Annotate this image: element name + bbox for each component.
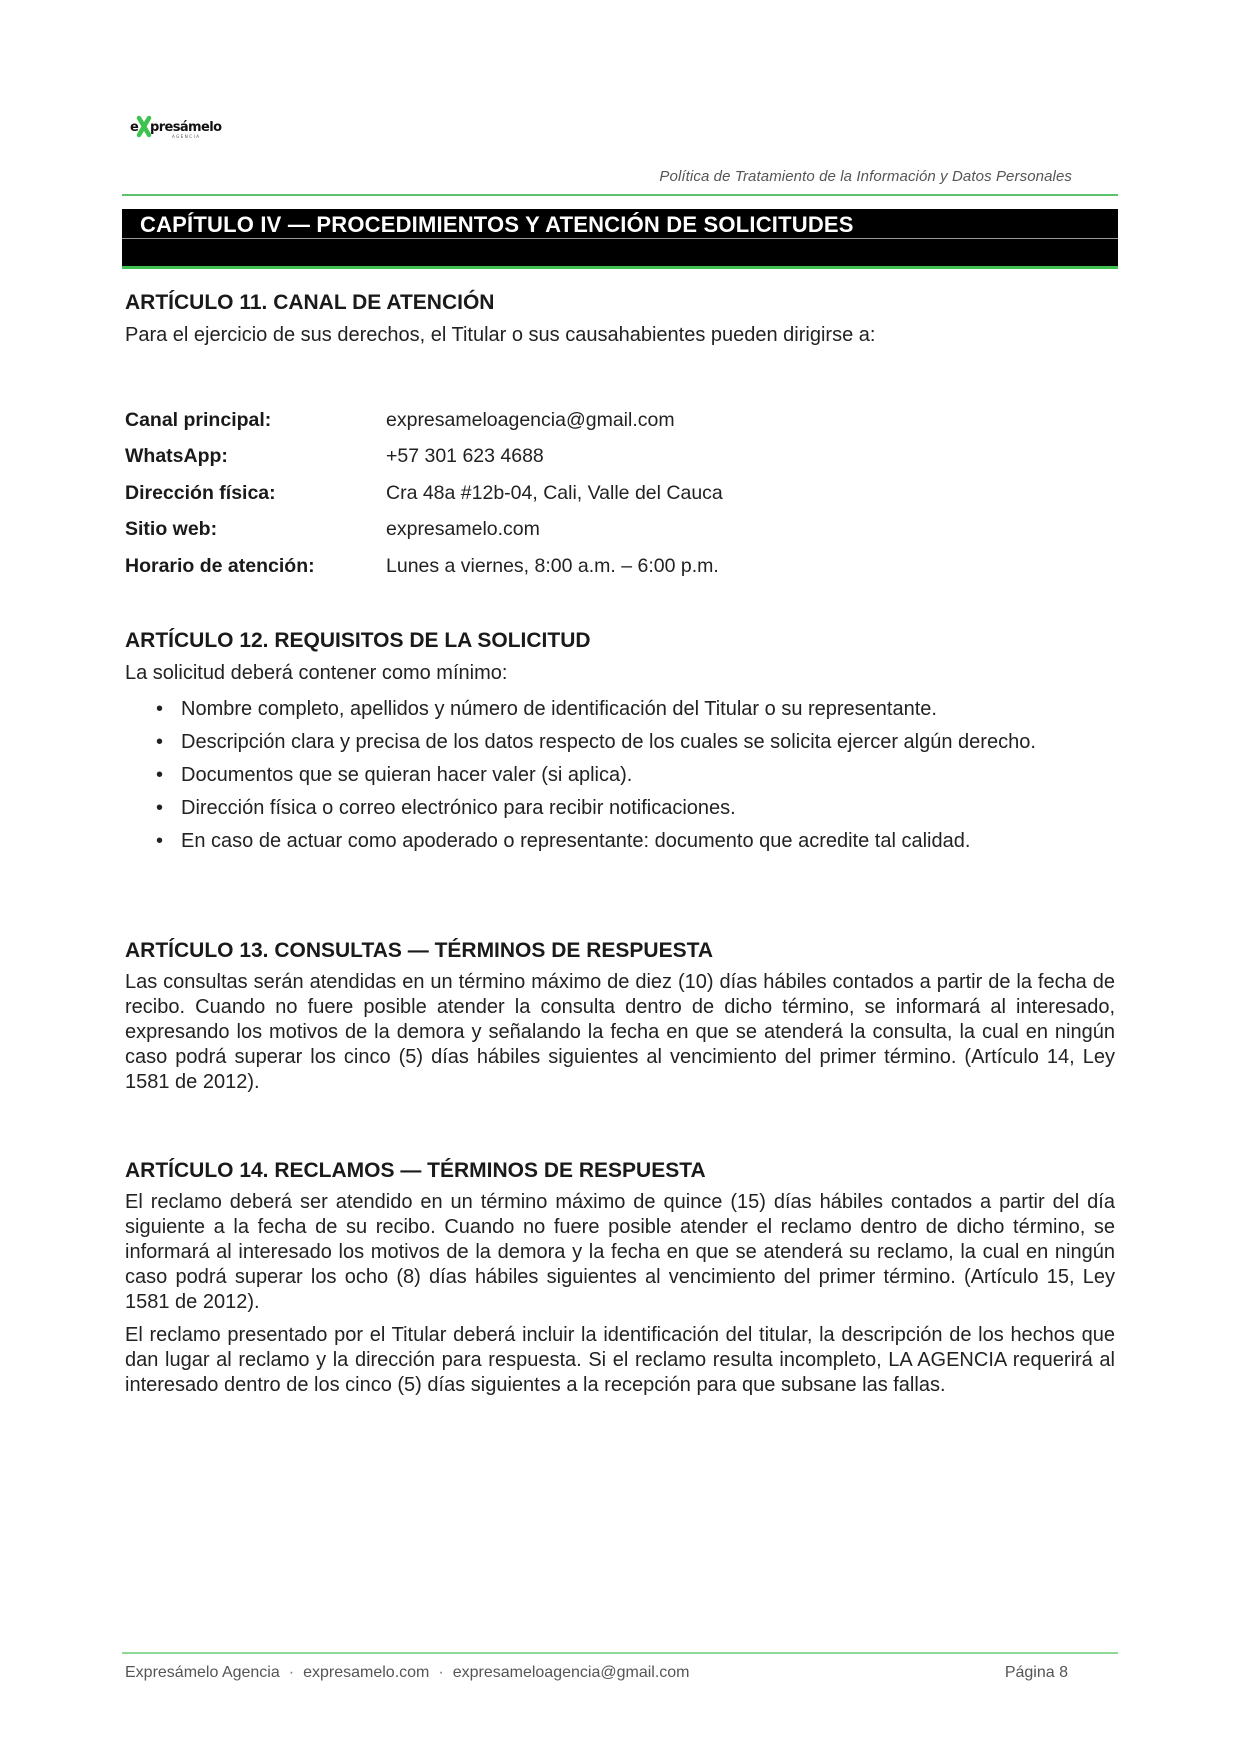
contact-label: Horario de atención: [125,554,315,577]
article-11-heading: ARTÍCULO 11. CANAL DE ATENCIÓN [125,291,495,314]
contact-label: Sitio web: [125,518,218,541]
contact-row [125,402,1025,439]
list-item: • Descripción clara y precisa de los datos respecto de los cuales se solicita ejercer algún derecho. [156,731,1036,753]
bullet-icon: • [156,830,164,852]
header-divider [122,194,1118,196]
chapter-banner [122,209,1118,269]
footer-separator: · [288,1664,295,1681]
contact-row [125,439,1025,476]
article-13-heading: ARTÍCULO 13. CONSULTAS — TÉRMINOS DE RESPUESTA [125,939,714,962]
contact-hours: Lunes a viernes, 8:00 a.m. – 6:00 p.m. [386,554,719,577]
footer-company: Expresámelo Agencia [125,1664,280,1681]
footer-email[interactable]: expresameloagencia@gmail.com [452,1664,690,1681]
contact-email[interactable]: expresameloagencia@gmail.com [386,408,675,431]
contact-label: WhatsApp: [125,445,228,468]
contact-label: Dirección física: [125,481,276,504]
svg-text:presámelo: presámelo [150,120,222,135]
banner-divider [122,238,1118,239]
footer-separator: · [438,1664,444,1681]
list-item: • En caso de actuar como apoderado o representante: documento que acredite tal calidad. [156,830,971,852]
page-number: Página 8 [1004,1664,1068,1681]
contact-table [125,402,1025,585]
requirements-list [150,697,1110,862]
article-14-paragraph: El reclamo deberá ser atendido en un término máximo de quince (15) días hábiles contados a partir del día siguiente a la fecha de su recibo. Cuando no fuere posible atender el reclamo dentro de dicho término, se informará al interesado los motivos de la demora y la fecha en que se atenderá su reclamo, la cual en ningún caso podrá superar los ocho (8) días hábiles siguientes al vencimiento del primer término. (Artículo 15, Ley 1581 de 2012). [125,1191,1115,1313]
article-12-intro: La solicitud deberá contener como mínimo: [125,662,508,684]
contact-row [125,475,1025,512]
expresamelo-logo-icon [130,115,240,141]
article-14-heading: ARTÍCULO 14. RECLAMOS — TÉRMINOS DE RESPUESTA [125,1159,706,1182]
contact-address: Cra 48a #12b-04, Cali, Valle del Cauca [386,481,723,504]
chapter-title: CAPÍTULO IV — PROCEDIMIENTOS Y ATENCIÓN DE SOLICITUDES [140,212,854,237]
contact-website[interactable]: expresamelo.com [386,518,540,541]
footer-website[interactable]: expresamelo.com [303,1664,430,1681]
list-item: • Dirección física o correo electrónico para recibir notificaciones. [156,797,736,819]
article-12-heading: ARTÍCULO 12. REQUISITOS DE LA SOLICITUD [125,629,591,652]
contact-row [125,512,1025,549]
svg-text:AGENCIA: AGENCIA [172,134,201,139]
footer-divider [122,1652,1118,1654]
bullet-icon: • [156,698,164,720]
company-logo [130,115,240,141]
contact-label: Canal principal: [125,408,272,431]
list-item: • Nombre completo, apellidos y número de identificación del Titular o su representante. [156,698,937,720]
article-13-paragraph: Las consultas serán atendidas en un término máximo de diez (10) días hábiles contados a partir de la fecha de recibo. Cuando no fuere posible atender la consulta dentro de dicho término, se informará al interesado, expresando los motivos de la demora y señalando la fecha en que se atenderá la consulta, la cual en ningún caso podrá superar los cinco (5) días hábiles siguientes al vencimiento del primer término. (Artículo 14, Ley 1581 de 2012). [125,971,1115,1093]
article-14-paragraph: El reclamo presentado por el Titular deberá incluir la identificación del titular, la descripción de los hechos que dan lugar al reclamo y la dirección para respuesta. Si el reclamo resulta incompleto, LA AGENCIA requerirá al interesado dentro de los cinco (5) días siguientes a la recepción para que subsane las fallas. [125,1324,1115,1396]
contact-row [125,548,1025,585]
article-11-intro: Para el ejercicio de sus derechos, el Titular o sus causahabientes pueden dirigirse a: [125,324,876,346]
running-header-title: Política de Tratamiento de la Información y Datos Personales [659,168,1072,185]
bullet-icon: • [156,731,164,753]
list-item: • Documentos que se quieran hacer valer (si aplica). [156,764,633,786]
bullet-icon: • [156,797,164,819]
bullet-icon: • [156,764,164,786]
svg-text:e: e [130,120,139,135]
contact-whatsapp: +57 301 623 4688 [386,445,544,468]
footer [125,1664,690,1682]
